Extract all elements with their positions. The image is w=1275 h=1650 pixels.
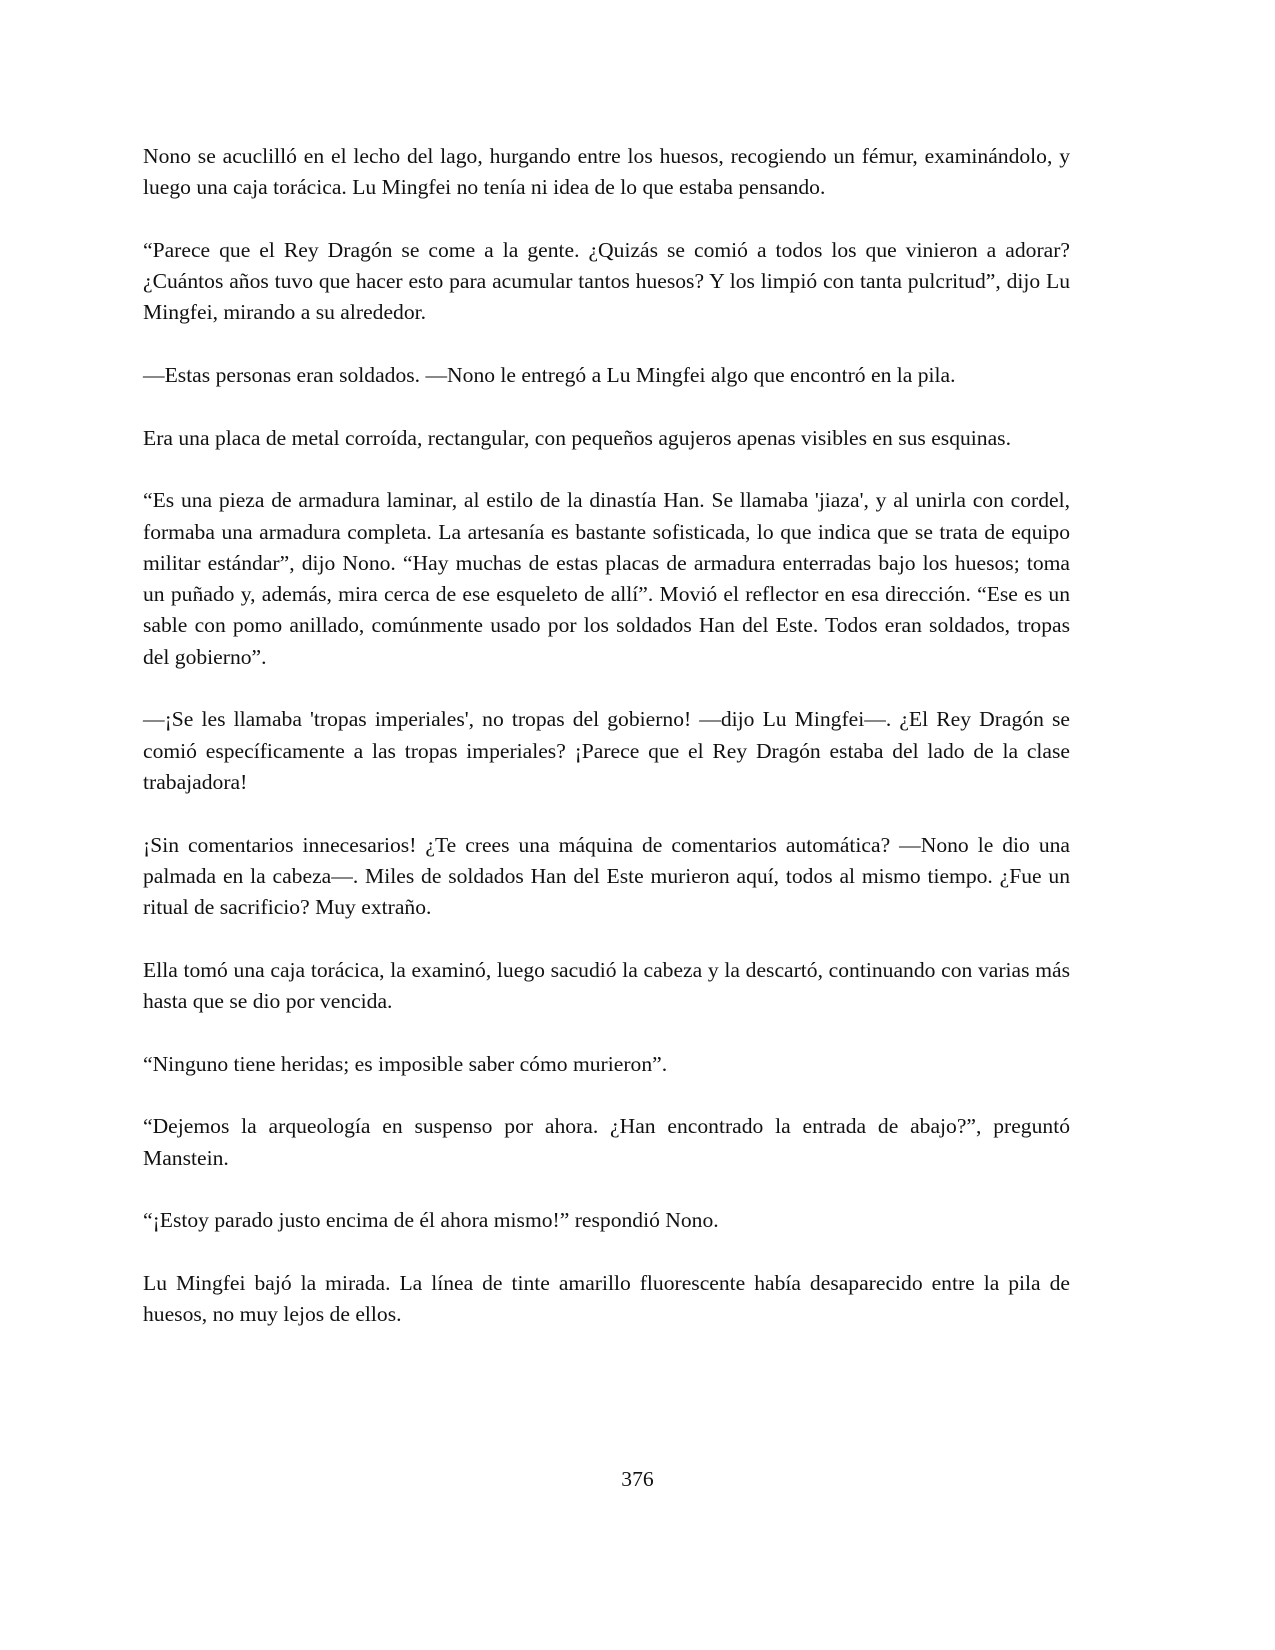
paragraph: —Estas personas eran soldados. —Nono le entregó a Lu Mingfei algo que encontró en la pila. bbox=[143, 363, 956, 388]
paragraph: Era una placa de metal corroída, rectangular, con pequeños agujeros apenas visibles en sus esquinas. bbox=[143, 425, 1011, 450]
page-body bbox=[143, 141, 1070, 1362]
paragraph: “Dejemos la arqueología en suspenso por ahora. ¿Han encontrado la entrada de abajo?”, preguntó Manstein. bbox=[143, 1114, 1070, 1170]
paragraph: Ella tomó una caja torácica, la examinó, luego sacudió la cabeza y la descartó, continuando con varias más hasta que se dio por vencida. bbox=[143, 957, 1070, 1014]
page-number: 376 bbox=[621, 1467, 654, 1491]
paragraph: —¡Se les llamaba 'tropas imperiales', no tropas del gobierno! —dijo Lu Mingfei—. ¿El Rey Dragón se comió específicamente a las tropas imperiales? ¡Parece que el Rey Dragón estaba del lado de la clase trabajadora! bbox=[143, 707, 1070, 794]
paragraph: “Ninguno tiene heridas; es imposible saber cómo murieron”. bbox=[143, 1051, 668, 1076]
paragraph: “Es una pieza de armadura laminar, al estilo de la dinastía Han. Se llamaba 'jiaza', y al unirla con cordel, formaba una armadura completa. La artesanía es bastante sofisticada, lo que indica que se trata de equipo militar estándar”, dijo Nono. “Hay muchas de estas placas de armadura enterradas bajo los huesos; toma un puñado y, además, mira cerca de ese esqueleto de allí”. Movió el reflector en esa dirección. “Ese es un sable con pomo anillado, comúnmente usado por los soldados Han del Este. Todos eran soldados, tropas del gobierno”. bbox=[143, 488, 1070, 669]
paragraph: Nono se acuclilló en el lecho del lago, hurgando entre los huesos, recogiendo un fémur, examinándolo, y luego una caja torácica. Lu Mingfei no tenía ni idea de lo que estaba pensando. bbox=[143, 144, 1070, 200]
paragraph: ¡Sin comentarios innecesarios! ¿Te crees una máquina de comentarios automática? —Nono le dio una palmada en la cabeza—. Miles de soldados Han del Este murieron aquí, todos al mismo tiempo. ¿Fue un ritual de sacrificio? Muy extraño. bbox=[143, 832, 1070, 920]
paragraph: “¡Estoy parado justo encima de él ahora mismo!” respondió Nono. bbox=[143, 1208, 719, 1233]
paragraph: Lu Mingfei bajó la mirada. La línea de tinte amarillo fluorescente había desaparecido entre la pila de huesos, no muy lejos de ellos. bbox=[143, 1270, 1070, 1326]
paragraph: “Parece que el Rey Dragón se come a la gente. ¿Quizás se comió a todos los que vinieron a adorar? ¿Cuántos años tuvo que hacer esto para acumular tantos huesos? Y los limpió con tanta pulcritud”, dijo Lu Mingfei, mirando a su alrededor. bbox=[143, 237, 1070, 325]
